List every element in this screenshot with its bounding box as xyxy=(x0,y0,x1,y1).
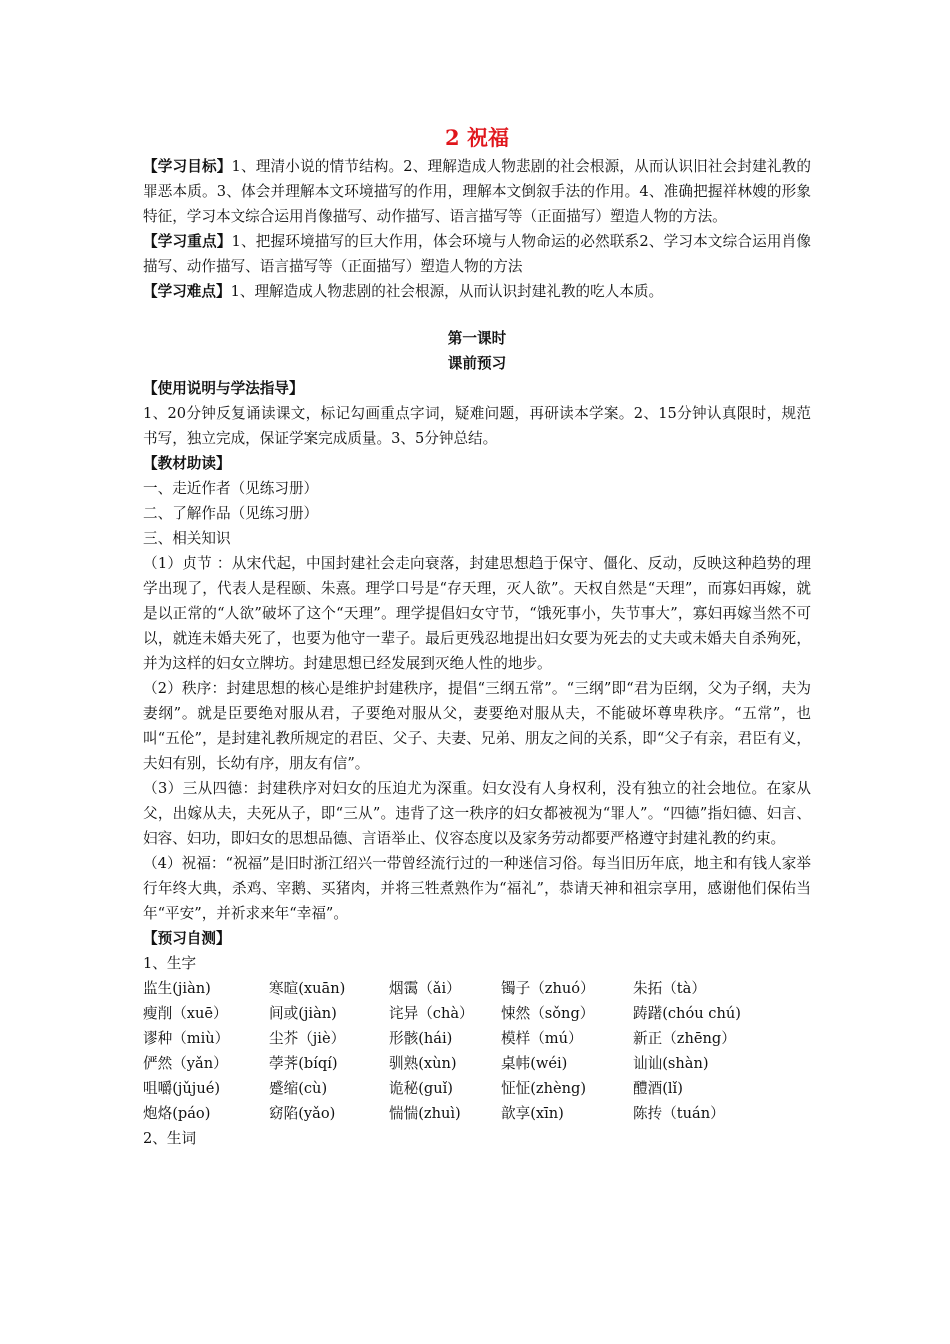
usage-text: 1、20分钟反复诵读课文，标记勾画重点字词，疑难问题，再研读本学案。2、15分钟认真限时，规范书写，独立完成，保证学案完成质量。3、5分钟总结。 xyxy=(143,405,811,447)
vocab-item: 踌躇(chóu chú) xyxy=(633,1005,741,1022)
vocab-item: 新正（zhēng） xyxy=(633,1030,736,1047)
vocab-item: 诡秘(guǐ) xyxy=(389,1080,453,1097)
vocab-item: 悚然（sǒng） xyxy=(501,1005,595,1022)
vocab-item: 寒暄(xuān) xyxy=(269,980,346,997)
preview-heading: 课前预习 xyxy=(447,355,507,372)
aid-paragraph-order: （2）秩序：封建思想的核心是维护封建秩序，提倡“三纲五常”。“三纲”即“君为臣纲，父为子纲，夫为妻纲”。就是臣要绝对服从君，子要绝对服从父，妻要绝对服从夫，不能破坏尊卑秩序。“五常”，也叫“五伦”，是封建礼教所规定的君臣、父子、夫妻、兄弟、朋友之间的关系，即“父子有亲，君臣有义，夫妇有别，长幼有序，朋友有信”。 xyxy=(143,680,811,772)
learning-key-points-label: 【学习重点】 xyxy=(143,233,232,250)
aid-paragraph-blessing: （4）祝福：“祝福”是旧时浙江绍兴一带曾经流行过的一种迷信习俗。每当旧历年底，地主和有钱人家举行年终大典，杀鸡、宰鹅、买猪肉，并将三牲煮熟作为“福礼”，恭请天神和祖宗享用，感谢他们保佑当年“平安”，并祈求来年“幸福”。 xyxy=(143,855,811,922)
vocab-item: 诧异（chà） xyxy=(389,1005,474,1022)
vocab-item: 炮烙(páo) xyxy=(143,1105,211,1122)
learning-goals-label: 【学习目标】 xyxy=(143,158,232,175)
learning-key-points xyxy=(143,229,811,279)
vocab-item: 谬种（miù） xyxy=(143,1030,230,1047)
selftest-characters-heading: 1、生字 xyxy=(143,955,197,972)
vocab-item: 烟霭（ǎi） xyxy=(389,980,461,997)
vocab-item: 歆享(xīn) xyxy=(501,1105,564,1122)
vocab-item: 怔怔(zhèng) xyxy=(501,1080,587,1097)
vocab-item: 陈抟（tuán） xyxy=(633,1105,725,1122)
vocab-item: 荸荠(bíqí) xyxy=(269,1055,338,1072)
vocab-item: 醴酒(lǐ) xyxy=(633,1080,683,1097)
vocab-item: 模样（mú） xyxy=(501,1030,583,1047)
usage-label: 【使用说明与学法指导】 xyxy=(143,380,304,397)
vocab-item: 尘芥（jiè） xyxy=(269,1030,346,1047)
learning-difficulties-text: 1、理解造成人物悲剧的社会根源，从而认识封建礼教的吃人本质。 xyxy=(230,283,664,300)
vocab-item: 蹙缩(cù) xyxy=(269,1080,328,1097)
vocab-item: 瘦削（xuē） xyxy=(143,1005,228,1022)
document-title: 2 祝福 xyxy=(445,125,509,150)
vocab-item: 监生(jiàn) xyxy=(143,980,211,997)
vocab-item: 朱拓（tà） xyxy=(633,980,706,997)
learning-difficulties xyxy=(143,279,811,304)
aid-item-author: 一、走近作者（见练习册） xyxy=(143,480,319,497)
learning-key-points-text: 1、把握环境描写的巨大作用，体会环境与人物命运的必然联系2、学习本文综合运用肖像描写、动作描写、语言描写等（正面描写）塑造人物的方法 xyxy=(143,233,811,275)
selftest-words-heading: 2、生词 xyxy=(143,1130,197,1147)
selftest-label: 【预习自测】 xyxy=(143,930,231,947)
document-page xyxy=(143,124,811,1151)
aid-item-work: 二、了解作品（见练习册） xyxy=(143,505,319,522)
vocab-item: 驯熟(xùn) xyxy=(389,1055,457,1072)
spacer xyxy=(143,304,811,326)
vocab-item: 惴惴(zhuì) xyxy=(389,1105,461,1122)
aid-label: 【教材助读】 xyxy=(143,455,231,472)
aid-paragraph-three-obediences: （3）三从四德：封建秩序对妇女的压迫尤为深重。妇女没有人身权利，没有独立的社会地位。在家从父，出嫁从夫，夫死从子，即“三从”。违背了这一秩序的妇女都被视为“罪人”。“四德”指妇德、妇言、妇容、妇功，即妇女的思想品德、言语举止、仪容态度以及家务劳动都要严格遵守封建礼教的约束。 xyxy=(143,780,811,847)
aid-paragraph-chastity: （1）贞节 ：从宋代起，中国封建社会走向衰落，封建思想趋于保守、僵化、反动，反映这种趋势的理学出现了，代表人是程颐、朱熹。理学口号是“存天理，灭人欲”。天权自然是“天理”，而寡妇再嫁，就是以正常的“人欲”破坏了这个“天理”。理学提倡妇女守节，“饿死事小，失节事大”，寡妇再嫁当然不可以，就连未婚夫死了，也要为他守一辈子。最后更残忍地提出妇女要为死去的丈夫或未婚夫自杀殉死，并为这样的妇女立牌坊。封建思想已经发展到灭绝人性的地步。 xyxy=(143,555,811,672)
vocab-item: 间或(jiàn) xyxy=(269,1005,337,1022)
vocab-item: 讪讪(shàn) xyxy=(633,1055,709,1072)
learning-goals-text: 1、理清小说的情节结构。2、理解造成人物悲剧的社会根源，从而认识旧社会封建礼教的罪恶本质。3、体会并理解本文环境描写的作用，理解本文倒叙手法的作用。4、准确把握祥林嫂的形象特征，学习本文综合运用肖像描写、动作描写、语言描写等（正面描写）塑造人物的方法。 xyxy=(143,158,811,225)
lesson-heading: 第一课时 xyxy=(447,330,507,347)
vocab-item: 俨然（yǎn） xyxy=(143,1055,228,1072)
vocab-item: 桌帏(wéi) xyxy=(501,1055,568,1072)
learning-goals xyxy=(143,154,811,229)
vocabulary-grid xyxy=(143,976,811,1126)
learning-difficulties-label: 【学习难点】 xyxy=(143,283,231,300)
vocab-item: 形骸(hái) xyxy=(389,1030,453,1047)
vocab-item: 咀嚼(jǔjué) xyxy=(143,1080,221,1097)
vocab-item: 镯子（zhuó） xyxy=(501,980,595,997)
aid-item-knowledge: 三、相关知识 xyxy=(143,530,231,547)
vocab-item: 窈陷(yǎo) xyxy=(269,1105,336,1122)
